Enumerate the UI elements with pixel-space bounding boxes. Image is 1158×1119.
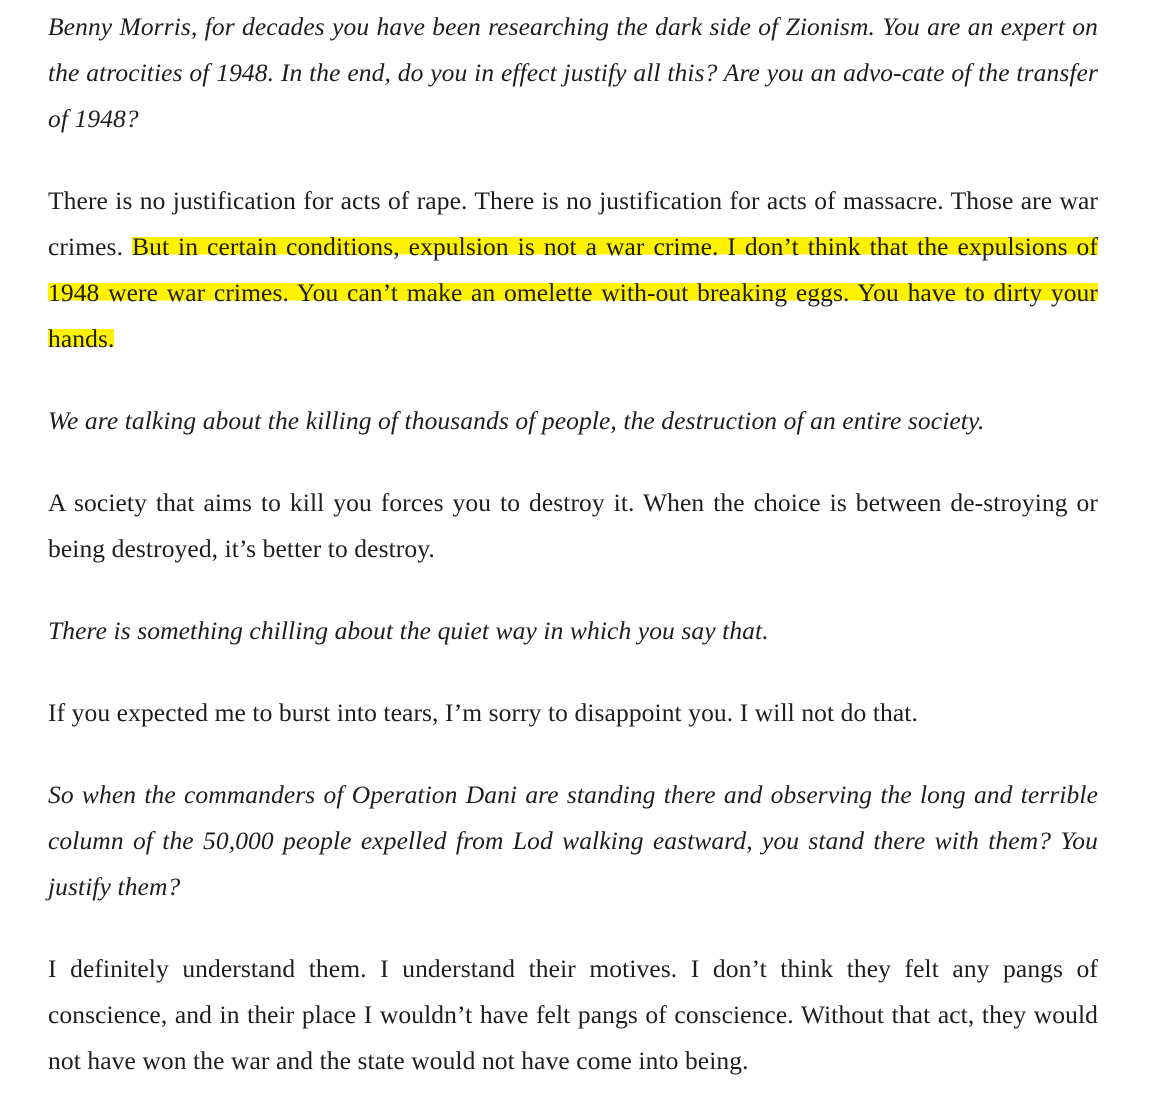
answer-2: A society that aims to kill you forces you to destroy it. When the choice is between de-stroying or being destroyed, it’s better to destroy. bbox=[48, 488, 1098, 563]
answer-1 bbox=[48, 178, 1098, 362]
answer-4: I definitely understand them. I understand their motives. I don’t think they felt any pangs of conscience, and in their place I wouldn’t have felt pangs of conscience. Without that act, they would not have won the war and the state would not have come into being. bbox=[48, 954, 1098, 1075]
answer-3: If you expected me to burst into tears, I’m sorry to disappoint you. I will not do that. bbox=[48, 698, 918, 727]
question-3: There is something chilling about the quiet way in which you say that. bbox=[48, 616, 769, 645]
answer-1-plain: There is no justification for acts of rape. There is no justification for acts of massacre. Those are war crimes. bbox=[48, 186, 1098, 261]
question-1: Benny Morris, for decades you have been researching the dark side of Zionism. You are an expert on the atrocities of 1948. In the end, do you in effect justify all this? Are you an advo-cate of the transfer of 1948? bbox=[48, 12, 1098, 133]
question-4: So when the commanders of Operation Dani are standing there and observing the long and terrible column of the 50,000 people expelled from Lod walking eastward, you stand there with them? You justify them? bbox=[48, 780, 1098, 901]
question-2: We are talking about the killing of thousands of people, the destruction of an entire society. bbox=[48, 406, 985, 435]
highlighted-passage: But in certain conditions, expulsion is not a war crime. I don’t think that the expulsions of 1948 were war crimes. You can’t make an omelette with-out breaking eggs. You have to dirty your hands. bbox=[48, 232, 1098, 353]
interview-text bbox=[48, 4, 1098, 1084]
